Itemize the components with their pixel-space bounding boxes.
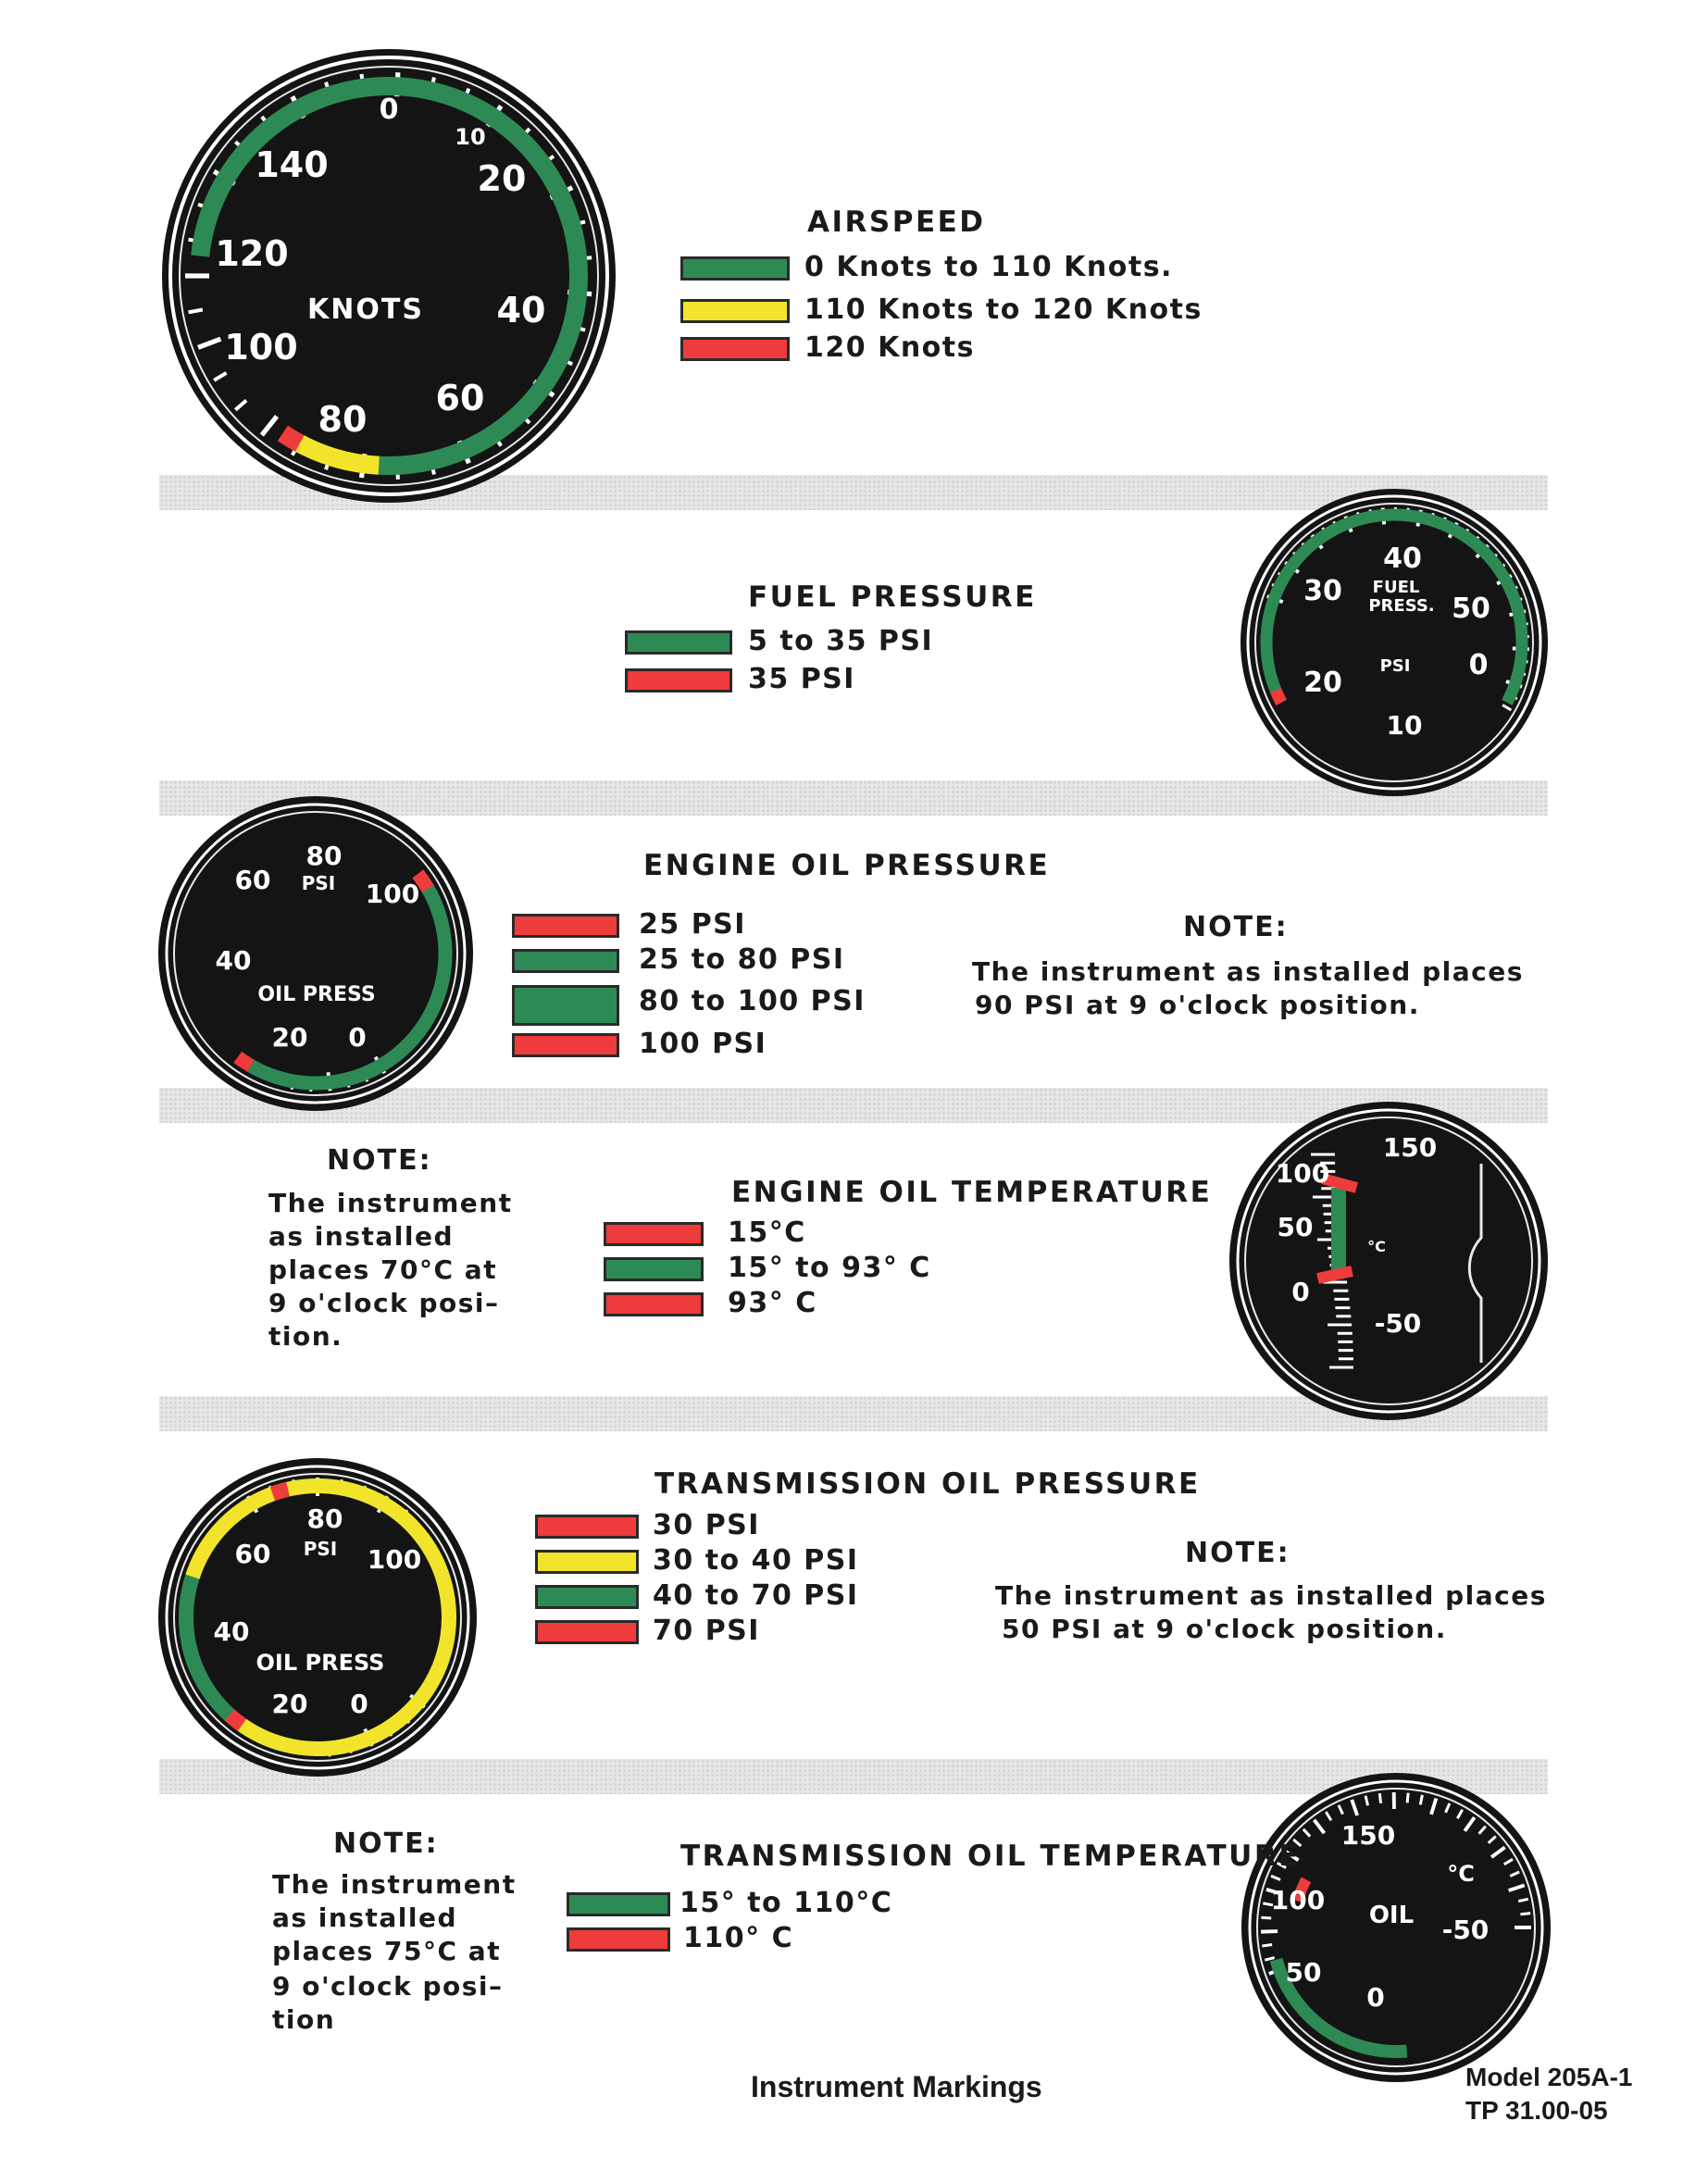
legend-swatch bbox=[512, 949, 619, 973]
legend-label: 100 PSI bbox=[639, 1028, 767, 1060]
legend-swatch bbox=[512, 1033, 619, 1057]
trans-temp-tick-label: 50 bbox=[1285, 1957, 1322, 1988]
airspeed-tick-label: 120 bbox=[215, 233, 289, 274]
engine-oil-tick-label: 40 bbox=[215, 945, 252, 976]
legend-label: 35 PSI bbox=[748, 663, 855, 695]
engine-oil-tick-label: 100 bbox=[365, 879, 420, 909]
fuel-tick-label: 30 bbox=[1303, 575, 1342, 607]
engine-temp-tick-label: 150 bbox=[1382, 1132, 1438, 1163]
engine-oil-tick-label: 60 bbox=[234, 865, 271, 895]
legend-label: 25 to 80 PSI bbox=[639, 943, 845, 976]
legend-label: 80 to 100 PSI bbox=[639, 985, 866, 1017]
legend-swatch bbox=[535, 1585, 639, 1609]
tick-mark bbox=[1420, 1795, 1422, 1805]
engine-temp-note-line: tion. bbox=[268, 1321, 343, 1352]
trans-temp-unit-label: °C bbox=[1447, 1861, 1475, 1887]
tick-mark bbox=[1520, 1914, 1530, 1915]
tp-number: TP 31.00-05 bbox=[1465, 2096, 1608, 2125]
trans-temp-note-line: The instrument bbox=[272, 1869, 517, 1900]
trans-temp-note-line: tion bbox=[272, 2004, 336, 2035]
trans-oil-tick-label: 40 bbox=[213, 1616, 250, 1647]
arc-segment bbox=[1276, 691, 1281, 703]
legend-label: 120 Knots bbox=[804, 331, 975, 364]
trans-oil-red-mark-low bbox=[230, 1715, 243, 1726]
fuel-pressure-title: FUEL PRESSURE bbox=[748, 580, 1037, 614]
tick-mark bbox=[1261, 1917, 1271, 1918]
trans-temp-note-line: places 75°C at bbox=[272, 1936, 502, 1966]
engine-oil-temperature-title: ENGINE OIL TEMPERATURE bbox=[731, 1176, 1213, 1209]
fuel-tick-label: 40 bbox=[1383, 543, 1422, 575]
fuel-dial-label: PRESS. bbox=[1368, 596, 1435, 616]
transmission-oil-temperature-title: TRANSMISSION OIL TEMPERATURE bbox=[680, 1840, 1301, 1873]
engine-temp-note-line: The instrument bbox=[268, 1188, 513, 1218]
legend-swatch bbox=[604, 1257, 704, 1281]
trans-oil-note-heading: NOTE: bbox=[1185, 1537, 1290, 1569]
airspeed-tick-label: 40 bbox=[496, 290, 546, 331]
engine-oil-unit-label: PSI bbox=[301, 872, 336, 894]
engine-oil-pressure-gauge bbox=[156, 793, 476, 1114]
trans-oil-tick-label: 0 bbox=[350, 1689, 368, 1719]
trans-temp-tick-label: 150 bbox=[1340, 1820, 1396, 1851]
legend-swatch bbox=[680, 256, 790, 281]
engine-temp-tick-label: 100 bbox=[1275, 1158, 1330, 1189]
tick-mark bbox=[1262, 1945, 1272, 1946]
airspeed-tick-label: 60 bbox=[435, 378, 485, 418]
fuel-pressure-gauge bbox=[1238, 486, 1551, 799]
engine-oil-note-line: 90 PSI at 9 o'clock position. bbox=[975, 990, 1420, 1020]
fuel-tick-label: 10 bbox=[1386, 710, 1423, 741]
trans-temp-note-line: as installed bbox=[272, 1902, 458, 1933]
airspeed-tick-label: 80 bbox=[318, 399, 368, 440]
fuel-red-mark bbox=[1276, 691, 1281, 703]
legend-swatch bbox=[680, 337, 790, 361]
engine-temp-tick-label: 50 bbox=[1277, 1212, 1314, 1242]
legend-swatch bbox=[512, 914, 619, 938]
legend-swatch bbox=[535, 1550, 639, 1574]
trans-temp-tick-label: 100 bbox=[1270, 1885, 1326, 1915]
legend-swatch bbox=[535, 1515, 639, 1539]
transmission-oil-pressure-title: TRANSMISSION OIL PRESSURE bbox=[655, 1467, 1201, 1501]
airspeed-tick-label: 100 bbox=[224, 327, 298, 368]
trans-oil-tick-label: 100 bbox=[367, 1544, 422, 1575]
engine-temp-green-band bbox=[1331, 1188, 1346, 1273]
airspeed-gauge bbox=[157, 44, 620, 507]
legend-label: 110° C bbox=[683, 1922, 794, 1954]
transmission-oil-temperature-gauge bbox=[1239, 1770, 1553, 2085]
trans-oil-note-line: The instrument as installed places bbox=[995, 1580, 1547, 1611]
legend-swatch bbox=[625, 630, 732, 655]
legend-label: 15°C bbox=[728, 1216, 806, 1249]
fuel-tick-label: 0 bbox=[1468, 649, 1489, 681]
fuel-dial-label: FUEL bbox=[1372, 578, 1420, 597]
airspeed-tick-label: 0 bbox=[379, 94, 399, 126]
legend-label: 30 to 40 PSI bbox=[653, 1544, 859, 1577]
legend-label: 0 Knots to 110 Knots. bbox=[804, 251, 1173, 283]
trans-temp-dial-label: OIL bbox=[1368, 1902, 1415, 1929]
trans-oil-unit-label: PSI bbox=[303, 1538, 338, 1560]
trans-temp-tick-label: -50 bbox=[1441, 1915, 1490, 1945]
trans-oil-tick-label: 20 bbox=[271, 1689, 308, 1719]
legend-label: 93° C bbox=[728, 1287, 817, 1319]
airspeed-title: AIRSPEED bbox=[807, 206, 986, 239]
tick-mark bbox=[189, 309, 203, 312]
fuel-unit-label: PSI bbox=[1379, 656, 1411, 676]
engine-temp-tick-label: 0 bbox=[1291, 1277, 1310, 1307]
legend-label: 40 to 70 PSI bbox=[653, 1579, 859, 1612]
legend-label: 25 PSI bbox=[639, 908, 746, 941]
airspeed-tick-label: 10 bbox=[455, 124, 486, 150]
legend-label: 15° to 93° C bbox=[728, 1252, 931, 1284]
figure-caption: Instrument Markings bbox=[751, 2070, 1042, 2103]
arc-segment bbox=[230, 1715, 243, 1726]
arc-segment bbox=[272, 1490, 288, 1494]
engine-temp-note-line: as installed bbox=[268, 1221, 455, 1252]
model-number: Model 205A-1 bbox=[1465, 2063, 1633, 2091]
legend-label: 5 to 35 PSI bbox=[748, 625, 934, 657]
engine-temp-unit-label: °C bbox=[1367, 1238, 1386, 1255]
legend-label: 15° to 110°C bbox=[679, 1887, 893, 1919]
airspeed-tick-label: 20 bbox=[477, 158, 527, 199]
trans-oil-dial-label: OIL PRESS bbox=[256, 1650, 385, 1676]
legend-label: 30 PSI bbox=[653, 1509, 760, 1541]
fuel-tick-label: 20 bbox=[1303, 667, 1342, 699]
legend-swatch bbox=[567, 1892, 670, 1916]
transmission-oil-pressure-gauge bbox=[156, 1455, 480, 1779]
engine-oil-tick-label: 80 bbox=[305, 841, 343, 871]
tick-mark bbox=[1407, 1793, 1408, 1803]
legend-swatch bbox=[680, 299, 790, 323]
trans-temp-note-heading: NOTE: bbox=[333, 1827, 439, 1860]
engine-oil-temperature-gauge bbox=[1227, 1099, 1551, 1423]
trans-oil-red-mark-high bbox=[272, 1490, 288, 1494]
engine-temp-note-line: 9 o'clock posi– bbox=[268, 1288, 500, 1318]
engine-temp-note-line: places 70°C at bbox=[268, 1254, 498, 1285]
arc-segment bbox=[282, 433, 299, 443]
arc-segment bbox=[238, 1057, 251, 1066]
legend-swatch bbox=[604, 1292, 704, 1316]
legend-swatch bbox=[512, 985, 619, 1026]
legend-swatch bbox=[625, 668, 732, 692]
trans-temp-note-line: 9 o'clock posi– bbox=[272, 1971, 504, 2002]
engine-oil-red-mark-low bbox=[238, 1057, 251, 1066]
engine-oil-note-heading: NOTE: bbox=[1183, 911, 1289, 943]
engine-oil-note-line: The instrument as installed places bbox=[972, 956, 1524, 987]
engine-oil-pressure-title: ENGINE OIL PRESSURE bbox=[643, 849, 1051, 882]
tick-mark bbox=[1261, 1931, 1278, 1932]
legend-label: 70 PSI bbox=[653, 1615, 760, 1647]
trans-oil-tick-label: 60 bbox=[234, 1539, 271, 1569]
fuel-tick-label: 50 bbox=[1452, 593, 1490, 625]
airspeed-tick-label: 140 bbox=[255, 144, 329, 185]
trans-oil-tick-label: 80 bbox=[306, 1503, 343, 1534]
engine-oil-dial-label: OIL PRESS bbox=[257, 983, 376, 1006]
legend-swatch bbox=[604, 1222, 704, 1246]
engine-temp-tick-label: -50 bbox=[1374, 1308, 1422, 1339]
legend-swatch bbox=[567, 1927, 670, 1952]
legend-label: 110 Knots to 120 Knots bbox=[804, 293, 1203, 326]
airspeed-red-mark bbox=[282, 433, 299, 443]
trans-temp-tick-label: 0 bbox=[1366, 1982, 1385, 2013]
engine-oil-tick-label: 0 bbox=[348, 1022, 367, 1053]
engine-temp-note-heading: NOTE: bbox=[327, 1144, 432, 1177]
legend-swatch bbox=[535, 1620, 639, 1644]
engine-oil-tick-label: 20 bbox=[271, 1022, 308, 1053]
airspeed-dial-label: KNOTS bbox=[307, 293, 424, 326]
trans-oil-note-line: 50 PSI at 9 o'clock position. bbox=[1002, 1614, 1447, 1644]
tick-mark bbox=[1379, 1793, 1380, 1803]
